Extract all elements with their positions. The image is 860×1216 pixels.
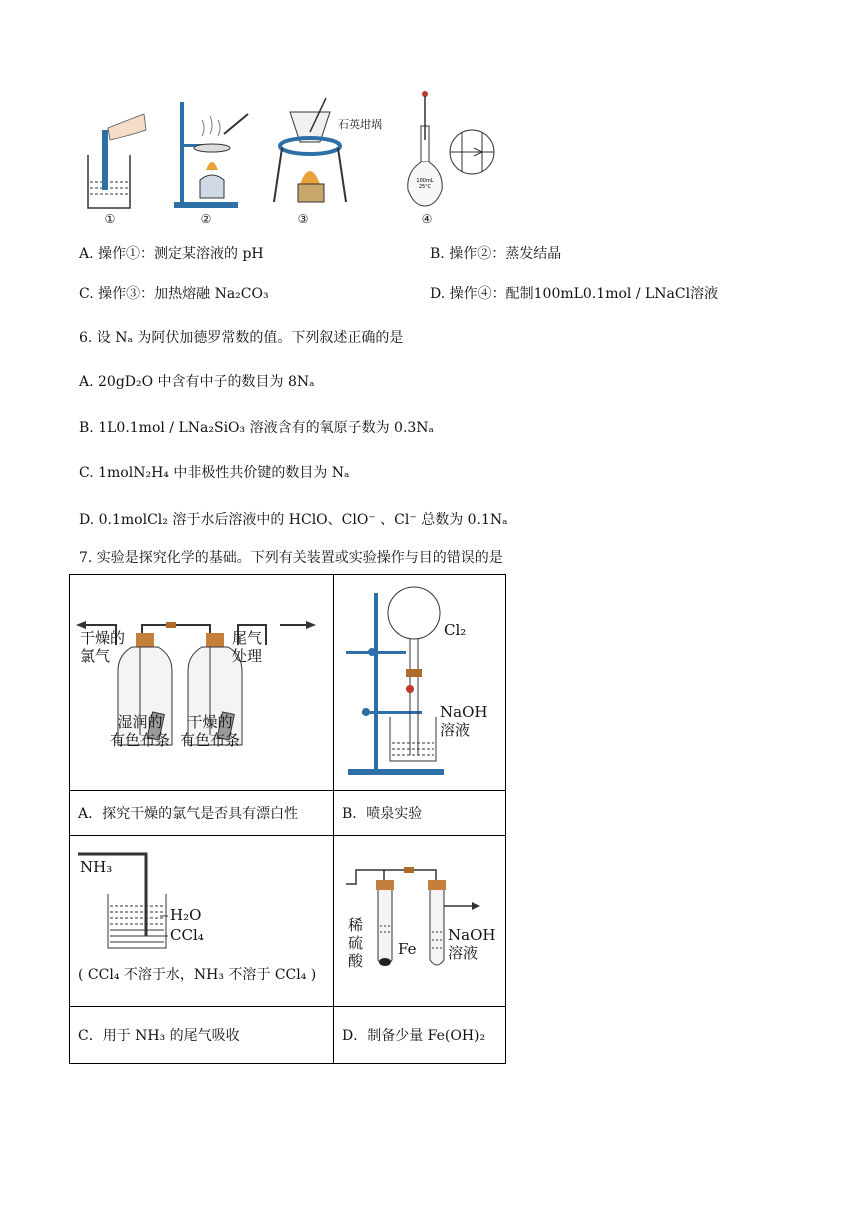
figure-label-4: ④	[421, 212, 433, 226]
cell-a-gas-in-label: 干燥的 氯气	[80, 629, 126, 665]
cell-c-note: ( CCl₄ 不溶于水，NH₃ 不溶于 CCl₄ )	[78, 967, 317, 983]
cell-d-metal-label: Fe	[398, 940, 417, 958]
cell-a-caption: A．探究干燥的氯气是否具有漂白性	[78, 806, 299, 822]
cell-b-caption: B．喷泉实验	[342, 806, 423, 822]
q6-option-a: A. 20gD₂O 中含有中子的数目为 8Nₐ	[79, 374, 315, 390]
figure-3-crucible	[270, 92, 350, 212]
cell-b-figure	[334, 575, 506, 791]
q6-option-c: C. 1molN₂H₄ 中非极性共价键的数目为 Nₐ	[79, 465, 350, 481]
cell-b-gas-label: Cl₂	[444, 621, 467, 639]
cell-d-reagent-label: NaOH 溶液	[448, 926, 496, 962]
q6-option-d: D. 0.1molCl₂ 溶于水后溶液中的 HClO、ClO⁻ 、Cl⁻ 总数为 0.1Nₐ	[79, 512, 508, 528]
q5-option-d: D. 操作④：配制100mL0.1mol / LNaCl溶液	[430, 286, 719, 302]
q5-option-b: B. 操作②：蒸发结晶	[430, 246, 562, 262]
cell-d-figure	[334, 836, 506, 1007]
figure-4-volumetric-flask	[404, 90, 500, 212]
crucible-label: 石英坩埚	[338, 118, 382, 131]
svg-text:100mL: 100mL	[416, 178, 434, 184]
cell-d-acid-label: 稀 硫 酸	[348, 916, 364, 970]
cell-a-bottle1-label: 湿润的 有色布条	[110, 713, 171, 749]
cell-c-water-label: H₂O	[170, 906, 202, 924]
q5-option-c: C. 操作③：加热熔融 Na₂CO₃	[79, 286, 269, 302]
cell-a-figure	[70, 575, 334, 791]
svg-text:25°C: 25°C	[418, 184, 432, 190]
cell-a-caption-cell	[70, 791, 334, 836]
cell-b-reagent-label: NaOH 溶液	[440, 703, 488, 739]
cell-b-caption-cell	[334, 791, 506, 836]
cell-c-figure	[70, 836, 334, 1007]
figure-label-2: ②	[200, 212, 212, 226]
cell-c-ccl4-label: CCl₄	[170, 926, 204, 944]
figure-2-evaporation	[172, 98, 252, 212]
cell-c-caption-cell	[70, 1007, 334, 1064]
figure-label-1: ①	[104, 212, 116, 226]
q7-stem: 7. 实验是探究化学的基础。下列有关装置或实验操作与目的错误的是	[79, 550, 503, 566]
cell-d-caption-cell	[334, 1007, 506, 1064]
figure-label-3: ③	[297, 212, 309, 226]
q7-table	[69, 574, 506, 1064]
figure-1-ph-test	[78, 110, 148, 210]
q6-stem: 6. 设 Nₐ 为阿伏加德罗常数的值。下列叙述正确的是	[79, 330, 404, 346]
cell-a-gas-out-label: 尾气 处理	[232, 629, 263, 665]
cell-a-bottle2-label: 干燥的 有色布条	[180, 713, 241, 749]
q6-option-b: B. 1L0.1mol / LNa₂SiO₃ 溶液含有的氧原子数为 0.3Nₐ	[79, 420, 434, 436]
cell-c-gas-label: NH₃	[80, 858, 113, 876]
cell-d-caption: D．制备少量 Fe(OH)₂	[342, 1028, 486, 1044]
q5-option-a: A. 操作①：测定某溶液的 pH	[79, 246, 264, 262]
cell-c-caption: C．用于 NH₃ 的尾气吸收	[78, 1028, 240, 1044]
